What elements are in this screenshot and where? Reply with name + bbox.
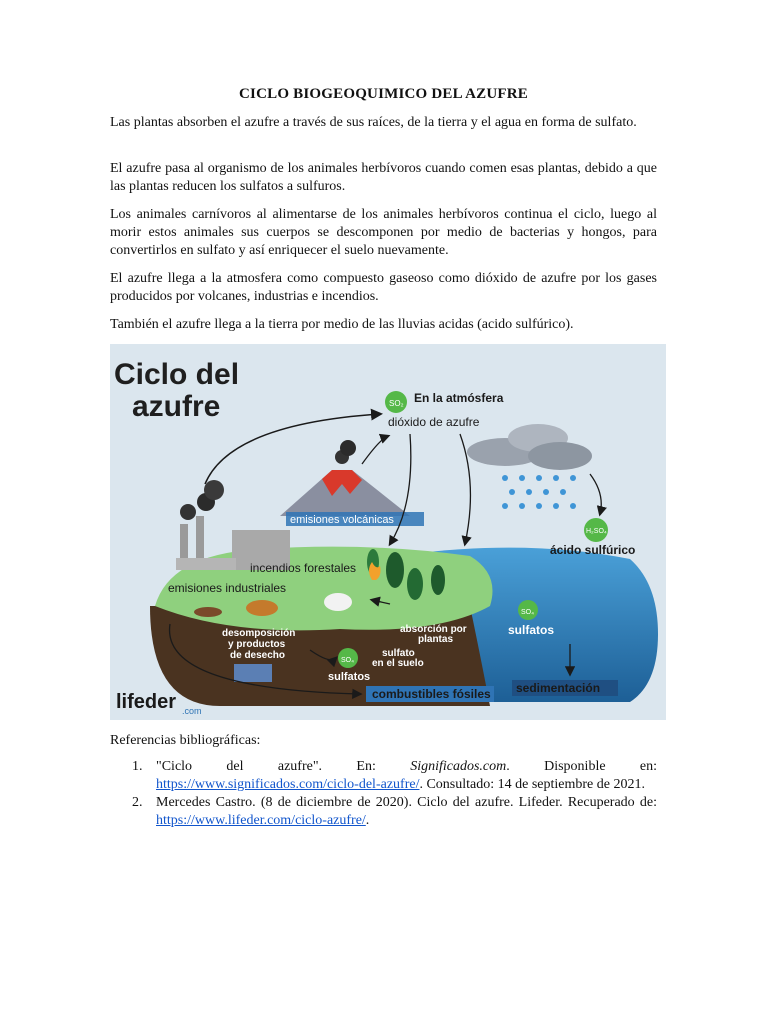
lifeder-logo: lifeder bbox=[116, 691, 177, 713]
volcanic-emissions-text: emisiones volcánicas bbox=[290, 514, 394, 526]
tree-1 bbox=[386, 552, 404, 588]
fossil-fuels-label: combustibles fósiles bbox=[372, 687, 491, 701]
reference-link[interactable]: https://www.lifeder.com/ciclo-azufre/ bbox=[156, 813, 366, 828]
figure-title-line1: Ciclo del bbox=[114, 358, 240, 391]
decomposing-animal-icon bbox=[194, 607, 222, 617]
document-title: CICLO BIOGEOQUIMICO DEL AZUFRE bbox=[239, 86, 528, 102]
factory-smoke-3 bbox=[204, 480, 224, 500]
tiger-icon bbox=[246, 600, 278, 616]
tree-3 bbox=[431, 565, 445, 595]
paragraph-1: Las plantas absorben el azufre a través de sus raíces, de la tierra y el agua en forma de sulfato. bbox=[110, 115, 637, 130]
sulfur-cycle-figure bbox=[110, 344, 666, 720]
reference-text: . Disponible en: bbox=[506, 759, 658, 774]
reference-number: 2. bbox=[132, 795, 143, 810]
reference-text: . bbox=[365, 813, 370, 828]
reference-text: "Ciclo del azufre". En: bbox=[156, 759, 411, 774]
reference-text: . Consultado: 14 de septiembre de 2021. bbox=[419, 777, 645, 792]
references-list bbox=[110, 758, 657, 830]
factory-smoke-1 bbox=[180, 504, 196, 520]
decomposition-line1: desomposición bbox=[222, 628, 296, 639]
factory-hall bbox=[176, 558, 236, 570]
reference-item-1 bbox=[110, 758, 657, 794]
absorption-line2: plantas bbox=[418, 634, 454, 645]
decomposition-line3: de desecho bbox=[230, 650, 286, 661]
reference-item-2 bbox=[110, 794, 657, 830]
atmosphere-label: En la atmósfera bbox=[414, 391, 504, 405]
sedimentation-label: sedimentación bbox=[516, 681, 601, 695]
h2so4-badge-text: H₂SO₄ bbox=[586, 528, 607, 535]
sea-so4-badge-text: SO₄ bbox=[521, 609, 534, 616]
industrial-emissions-label: emisiones industriales bbox=[168, 581, 287, 595]
references-heading: Referencias bibliográficas: bbox=[110, 733, 261, 748]
reference-source: Significados.com bbox=[410, 759, 507, 774]
paragraph-2: El azufre pasa al organismo de los animales herbívoros cuando comen esas plantas, debido a que las plantas reducen los sulfatos a sulfuros. bbox=[110, 161, 657, 194]
paragraph-3: Los animales carnívoros al alimentarse de los animales herbívoros continua el ciclo, luego al morir estos animales sus cuerpos se descomponen por medio de bacterias y hongos, para convertirlos en sulfato y así enriquecer el suelo nuevamente. bbox=[110, 207, 657, 258]
so2-badge-text: SO₂ bbox=[389, 399, 404, 408]
soil-sulfate-line2: en el suelo bbox=[372, 658, 424, 669]
reference-link[interactable]: https://www.significados.com/ciclo-del-azufre/ bbox=[156, 777, 420, 792]
sea-sulfates-label: sulfatos bbox=[508, 623, 555, 637]
forest-fires-label: incendios forestales bbox=[250, 561, 357, 575]
reference-number: 1. bbox=[132, 759, 143, 774]
acid-label: ácido sulfúrico bbox=[550, 543, 636, 557]
cloud-3 bbox=[528, 442, 592, 470]
paragraph-5: También el azufre llega a la tierra por medio de las lluvias acidas (acido sulfúrico). bbox=[110, 317, 574, 332]
absorption-line1: absorción por bbox=[400, 624, 467, 635]
soil-sulfates-label: sulfatos bbox=[328, 671, 371, 683]
fossil-fuel-icon bbox=[234, 664, 272, 682]
sheep-icon bbox=[324, 593, 352, 611]
reference-text: Mercedes Castro. (8 de diciembre de 2020). Ciclo del azufre. Lifeder. Recuperado de: bbox=[156, 795, 657, 810]
decomposition-line2: y productos bbox=[228, 639, 286, 650]
lifeder-logo-suffix: .com bbox=[182, 706, 202, 716]
volcano-smoke-2 bbox=[340, 440, 356, 456]
dioxide-label: dióxido de azufre bbox=[388, 415, 480, 429]
soil-sulfate-line1: sulfato bbox=[382, 648, 415, 659]
figure-title-line2: azufre bbox=[132, 390, 221, 423]
paragraph-4: El azufre llega a la atmosfera como compuesto gaseoso como dióxido de azufre por los gases producidos por volcanes, industrias e incendios. bbox=[110, 271, 657, 304]
soil-so4-badge-text: SO₄ bbox=[341, 657, 354, 664]
tree-2 bbox=[407, 568, 423, 600]
